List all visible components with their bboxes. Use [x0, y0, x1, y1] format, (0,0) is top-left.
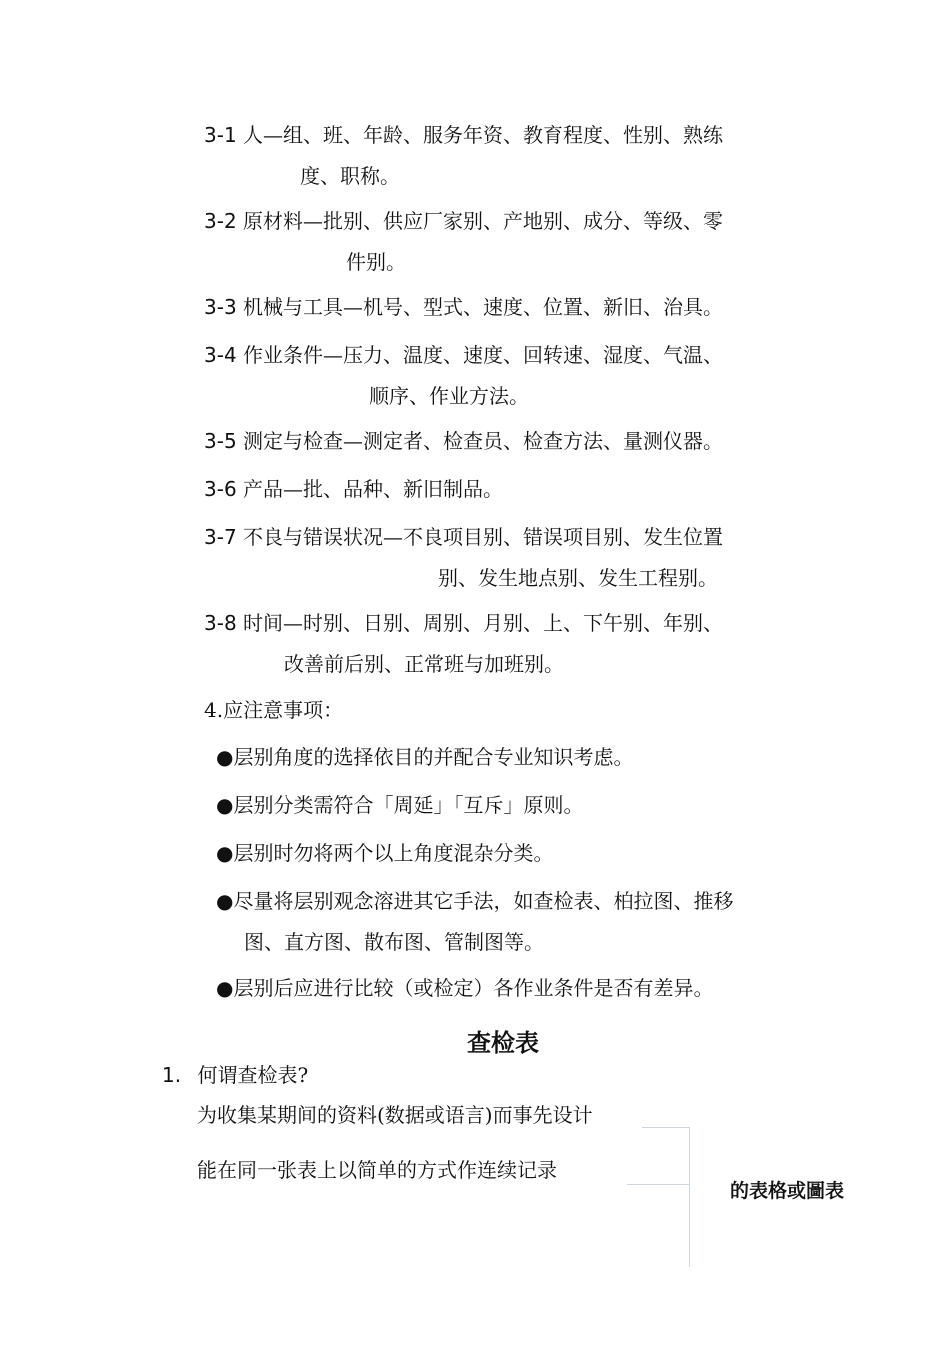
item-number: 3-8	[204, 611, 237, 635]
item-3-4-continuation: 顺序、作业方法。	[369, 384, 529, 408]
item-text: 原材料—批别、供应厂家别、产地别、成分、等级、零	[243, 209, 724, 233]
item-3-2-continuation: 件别。	[346, 250, 406, 274]
note-bullet: ●层别时勿将两个以上角度混杂分类。	[216, 841, 554, 865]
item-text: 测定与检查—测定者、检查员、检查方法、量测仪器。	[243, 429, 724, 453]
item-number: 3-3	[204, 295, 237, 319]
question-number: 1.	[162, 1063, 182, 1087]
item-text: 产品—批、品种、新旧制品。	[243, 477, 504, 501]
item-3-3	[204, 294, 723, 320]
note-bullet-continuation: 图、直方图、散布图、管制图等。	[244, 930, 544, 954]
item-3-1-continuation: 度、职称。	[300, 164, 400, 188]
item-3-1	[204, 122, 723, 148]
section-title: 查检表	[467, 1029, 539, 1057]
item-number: 3-2	[204, 209, 237, 233]
question-text: 何谓查检表?	[197, 1063, 309, 1087]
item-3-5	[204, 428, 723, 454]
item-3-4	[204, 342, 723, 368]
item-text: 人—组、班、年龄、服务年资、教育程度、性别、熟练	[243, 123, 724, 147]
note-bullet: ●层别角度的选择依目的并配合专业知识考虑。	[216, 745, 634, 769]
question-line	[162, 1062, 308, 1088]
definition-side-label: 的表格或圖表	[730, 1180, 845, 1202]
connector-line-vertical	[689, 1127, 690, 1267]
connector-line-middle	[627, 1184, 689, 1185]
item-number: 3-4	[204, 343, 237, 367]
note-bullet: ●层别分类需符合「周延」「互斥」原则。	[216, 793, 584, 817]
item-number: 3-6	[204, 477, 237, 501]
definition-line-2: 能在同一张表上以简单的方式作连续记录	[197, 1158, 557, 1182]
definition-line-1: 为收集某期间的资料(数据或语言)而事先设计	[197, 1103, 593, 1127]
item-text: 时间—时别、日别、周别、月别、上、下午别、年别、	[243, 611, 724, 635]
item-text: 作业条件—压力、温度、速度、回转速、湿度、气温、	[243, 343, 724, 367]
item-text: 不良与错误状况—不良项目别、错误项目别、发生位置	[243, 525, 724, 549]
item-number: 3-1	[204, 123, 237, 147]
item-3-7	[204, 524, 723, 550]
item-3-6	[204, 476, 503, 502]
note-bullet: ●尽量将层别观念溶进其它手法，如查检表、柏拉图、推移	[216, 889, 734, 913]
item-number: 3-7	[204, 525, 237, 549]
connector-line-top	[642, 1127, 689, 1128]
item-3-8	[204, 610, 723, 636]
item-number: 3-5	[204, 429, 237, 453]
notes-heading: 4.应注意事项：	[204, 698, 344, 722]
item-3-8-continuation: 改善前后别、正常班与加班别。	[284, 652, 564, 676]
note-bullet: ●层别后应进行比较（或检定）各作业条件是否有差异。	[216, 976, 714, 1000]
item-3-7-continuation: 别、发生地点别、发生工程别。	[438, 566, 718, 590]
item-text: 机械与工具—机号、型式、速度、位置、新旧、治具。	[243, 295, 724, 319]
item-3-2	[204, 208, 723, 234]
